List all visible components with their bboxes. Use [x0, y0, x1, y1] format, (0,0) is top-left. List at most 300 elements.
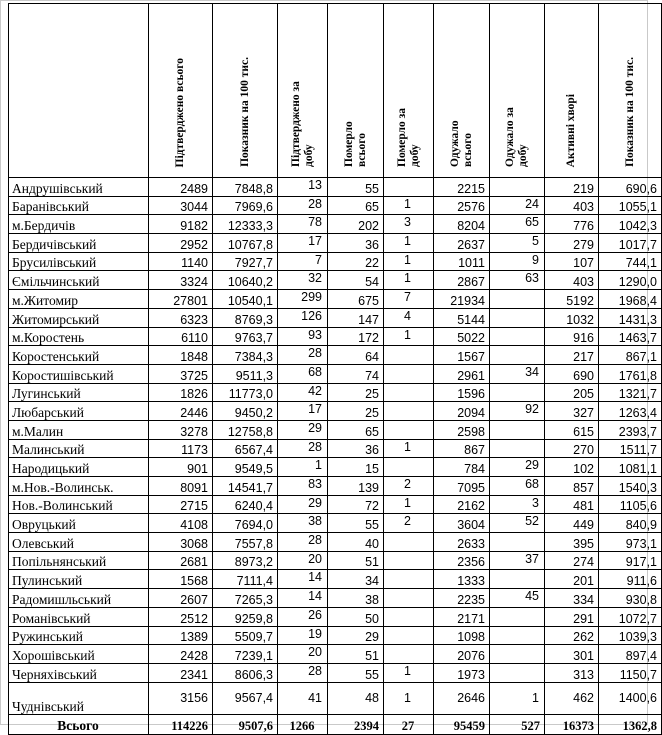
- confirmed-daily-cell: 14: [278, 570, 328, 589]
- confirmed-total-cell: 6323: [149, 308, 213, 327]
- rate-per-100k-cell: 9450,2: [213, 402, 278, 421]
- district-name-cell: м.Житомир: [9, 290, 149, 309]
- table-row: [9, 514, 662, 533]
- rate-per-100k-cell: 12333,3: [213, 215, 278, 234]
- recovered-total-cell: 3604: [434, 514, 490, 533]
- deaths-daily-cell: 1: [384, 439, 434, 458]
- recovered-daily-cell: 37: [490, 551, 545, 570]
- total-cell: 9507,6: [213, 714, 278, 734]
- deaths-daily-cell: [384, 420, 434, 439]
- recovered-total-cell: 867: [434, 439, 490, 458]
- recovered-daily-cell: [490, 290, 545, 309]
- deaths-total-cell: 64: [328, 346, 384, 365]
- active-cases-cell: 313: [545, 663, 599, 682]
- active-rate-cell: 1431,3: [599, 308, 662, 327]
- active-cases-cell: 481: [545, 495, 599, 514]
- recovered-daily-cell: [490, 178, 545, 197]
- deaths-total-cell: 65: [328, 420, 384, 439]
- active-rate-cell: 1761,8: [599, 364, 662, 383]
- recovered-total-cell: 7095: [434, 477, 490, 496]
- rate-per-100k-cell: 7969,6: [213, 196, 278, 215]
- recovered-total-cell: 1973: [434, 663, 490, 682]
- district-name-cell: Житомирський: [9, 308, 149, 327]
- confirmed-total-cell: 2715: [149, 495, 213, 514]
- active-cases-cell: 857: [545, 477, 599, 496]
- recovered-total-cell: 1011: [434, 252, 490, 271]
- deaths-total-cell: 38: [328, 589, 384, 608]
- confirmed-daily-cell: 13: [278, 178, 328, 197]
- recovered-total-cell: 1567: [434, 346, 490, 365]
- deaths-daily-cell: [384, 402, 434, 421]
- recovered-total-cell: 2162: [434, 495, 490, 514]
- recovered-daily-cell: [490, 308, 545, 327]
- confirmed-total-cell: 2446: [149, 402, 213, 421]
- table-row: [9, 420, 662, 439]
- district-name-cell: м.Нов.-Волинськ.: [9, 477, 149, 496]
- rate-per-100k-cell: 7927,7: [213, 252, 278, 271]
- recovered-daily-cell: 5: [490, 234, 545, 253]
- deaths-daily-cell: 2: [384, 514, 434, 533]
- recovered-daily-cell: 68: [490, 477, 545, 496]
- table-row: [9, 234, 662, 253]
- table-row: [9, 607, 662, 626]
- recovered-daily-cell: 63: [490, 271, 545, 290]
- deaths-total-cell: 55: [328, 514, 384, 533]
- active-rate-cell: 1150,7: [599, 663, 662, 682]
- table-row: [9, 271, 662, 290]
- recovered-daily-cell: 52: [490, 514, 545, 533]
- deaths-total-cell: 36: [328, 439, 384, 458]
- active-rate-cell: 1039,3: [599, 626, 662, 645]
- confirmed-daily-cell: 28: [278, 533, 328, 552]
- recovered-daily-cell: 1: [490, 682, 545, 714]
- header-active-cases: Активні хворі: [545, 4, 599, 178]
- confirmed-total-cell: 1140: [149, 252, 213, 271]
- recovered-total-cell: 2637: [434, 234, 490, 253]
- recovered-daily-cell: [490, 663, 545, 682]
- rate-per-100k-cell: 9259,8: [213, 607, 278, 626]
- rate-per-100k-cell: 9511,3: [213, 364, 278, 383]
- active-cases-cell: 403: [545, 196, 599, 215]
- recovered-daily-cell: [490, 383, 545, 402]
- deaths-total-cell: 172: [328, 327, 384, 346]
- active-rate-cell: 917,1: [599, 551, 662, 570]
- deaths-total-cell: 51: [328, 551, 384, 570]
- table-row: [9, 551, 662, 570]
- table-row: [9, 477, 662, 496]
- active-rate-cell: 897,4: [599, 645, 662, 664]
- deaths-daily-cell: [384, 589, 434, 608]
- confirmed-daily-cell: 20: [278, 551, 328, 570]
- confirmed-daily-cell: 14: [278, 589, 328, 608]
- rate-per-100k-cell: 10640,2: [213, 271, 278, 290]
- active-rate-cell: 930,8: [599, 589, 662, 608]
- deaths-daily-cell: [384, 178, 434, 197]
- deaths-total-cell: 65: [328, 196, 384, 215]
- confirmed-total-cell: 6110: [149, 327, 213, 346]
- table-row: [9, 495, 662, 514]
- deaths-daily-cell: 1: [384, 327, 434, 346]
- table-row: [9, 626, 662, 645]
- recovered-total-cell: 2171: [434, 607, 490, 626]
- total-cell: 1266: [278, 714, 328, 734]
- active-rate-cell: 1968,4: [599, 290, 662, 309]
- active-rate-cell: 1105,6: [599, 495, 662, 514]
- recovered-total-cell: 2094: [434, 402, 490, 421]
- confirmed-daily-cell: 7: [278, 252, 328, 271]
- active-rate-cell: 690,6: [599, 178, 662, 197]
- confirmed-total-cell: 3324: [149, 271, 213, 290]
- confirmed-total-cell: 8091: [149, 477, 213, 496]
- rate-per-100k-cell: 7848,8: [213, 178, 278, 197]
- total-cell: 2394: [328, 714, 384, 734]
- table-row: [9, 458, 662, 477]
- active-cases-cell: 615: [545, 420, 599, 439]
- district-name-cell: Ружинський: [9, 626, 149, 645]
- header-deaths-total: Померло всього: [328, 4, 384, 178]
- table-row: [9, 570, 662, 589]
- confirmed-total-cell: 2341: [149, 663, 213, 682]
- deaths-total-cell: 202: [328, 215, 384, 234]
- active-rate-cell: 1042,3: [599, 215, 662, 234]
- recovered-total-cell: 5022: [434, 327, 490, 346]
- deaths-total-cell: 72: [328, 495, 384, 514]
- recovered-total-cell: 1596: [434, 383, 490, 402]
- header-deaths-daily: Померло за добу: [384, 4, 434, 178]
- header-confirmed-daily: Підтверджено за добу: [278, 4, 328, 178]
- table-row: [9, 439, 662, 458]
- district-name-cell: Олевський: [9, 533, 149, 552]
- deaths-total-cell: 40: [328, 533, 384, 552]
- active-cases-cell: 301: [545, 645, 599, 664]
- rate-per-100k-cell: 8973,2: [213, 551, 278, 570]
- recovered-total-cell: 784: [434, 458, 490, 477]
- rate-per-100k-cell: 14541,7: [213, 477, 278, 496]
- recovered-total-cell: 1098: [434, 626, 490, 645]
- rate-per-100k-cell: 7694,0: [213, 514, 278, 533]
- recovered-daily-cell: [490, 533, 545, 552]
- active-cases-cell: 102: [545, 458, 599, 477]
- table-row: [9, 645, 662, 664]
- confirmed-total-cell: 3156: [149, 682, 213, 714]
- confirmed-daily-cell: 299: [278, 290, 328, 309]
- deaths-total-cell: 34: [328, 570, 384, 589]
- district-name-cell: Романівський: [9, 607, 149, 626]
- active-rate-cell: 973,1: [599, 533, 662, 552]
- active-rate-cell: 840,9: [599, 514, 662, 533]
- confirmed-total-cell: 3278: [149, 420, 213, 439]
- deaths-daily-cell: 1: [384, 234, 434, 253]
- deaths-total-cell: 74: [328, 364, 384, 383]
- confirmed-daily-cell: 20: [278, 645, 328, 664]
- deaths-daily-cell: [384, 383, 434, 402]
- deaths-daily-cell: 4: [384, 308, 434, 327]
- table-row: [9, 346, 662, 365]
- confirmed-total-cell: 1826: [149, 383, 213, 402]
- recovered-daily-cell: 45: [490, 589, 545, 608]
- rate-per-100k-cell: 10540,1: [213, 290, 278, 309]
- deaths-daily-cell: 1: [384, 495, 434, 514]
- confirmed-total-cell: 3725: [149, 364, 213, 383]
- district-name-cell: Лугинський: [9, 383, 149, 402]
- deaths-daily-cell: 2: [384, 477, 434, 496]
- active-rate-cell: 1321,7: [599, 383, 662, 402]
- deaths-daily-cell: [384, 645, 434, 664]
- recovered-total-cell: 2356: [434, 551, 490, 570]
- active-cases-cell: 205: [545, 383, 599, 402]
- total-cell: 95459: [434, 714, 490, 734]
- deaths-daily-cell: 7: [384, 290, 434, 309]
- deaths-daily-cell: [384, 533, 434, 552]
- deaths-total-cell: 55: [328, 178, 384, 197]
- district-name-cell: Малинський: [9, 439, 149, 458]
- deaths-daily-cell: 3: [384, 215, 434, 234]
- header-confirmed-total: Підтверджено всього: [149, 4, 213, 178]
- deaths-total-cell: 25: [328, 383, 384, 402]
- confirmed-daily-cell: 26: [278, 607, 328, 626]
- deaths-daily-cell: 1: [384, 196, 434, 215]
- recovered-total-cell: 2598: [434, 420, 490, 439]
- active-rate-cell: 1055,1: [599, 196, 662, 215]
- recovered-daily-cell: [490, 607, 545, 626]
- confirmed-daily-cell: 28: [278, 346, 328, 365]
- deaths-total-cell: 51: [328, 645, 384, 664]
- rate-per-100k-cell: 9763,7: [213, 327, 278, 346]
- recovered-daily-cell: [490, 420, 545, 439]
- recovered-daily-cell: 34: [490, 364, 545, 383]
- confirmed-total-cell: 3068: [149, 533, 213, 552]
- deaths-total-cell: 55: [328, 663, 384, 682]
- active-cases-cell: 403: [545, 271, 599, 290]
- active-rate-cell: 744,1: [599, 252, 662, 271]
- district-name-cell: м.Коростень: [9, 327, 149, 346]
- rate-per-100k-cell: 6240,4: [213, 495, 278, 514]
- confirmed-daily-cell: 1: [278, 458, 328, 477]
- confirmed-total-cell: 2607: [149, 589, 213, 608]
- header-district: [9, 4, 149, 178]
- confirmed-daily-cell: 19: [278, 626, 328, 645]
- confirmed-daily-cell: 32: [278, 271, 328, 290]
- active-rate-cell: 1400,6: [599, 682, 662, 714]
- district-name-cell: Нов.-Волинський: [9, 495, 149, 514]
- active-rate-cell: 1017,7: [599, 234, 662, 253]
- recovered-total-cell: 21934: [434, 290, 490, 309]
- recovered-total-cell: 2235: [434, 589, 490, 608]
- deaths-total-cell: 15: [328, 458, 384, 477]
- table-row: [9, 215, 662, 234]
- recovered-daily-cell: [490, 645, 545, 664]
- recovered-daily-cell: [490, 626, 545, 645]
- confirmed-total-cell: 2512: [149, 607, 213, 626]
- rate-per-100k-cell: 8606,3: [213, 663, 278, 682]
- recovered-total-cell: 2961: [434, 364, 490, 383]
- total-row: [9, 714, 662, 734]
- active-rate-cell: 1540,3: [599, 477, 662, 496]
- deaths-total-cell: 29: [328, 626, 384, 645]
- rate-per-100k-cell: 5509,7: [213, 626, 278, 645]
- rate-per-100k-cell: 7384,3: [213, 346, 278, 365]
- total-cell: 16373: [545, 714, 599, 734]
- total-label: Всього: [9, 714, 149, 734]
- recovered-total-cell: 2646: [434, 682, 490, 714]
- header-row: [9, 4, 662, 178]
- recovered-daily-cell: 9: [490, 252, 545, 271]
- deaths-daily-cell: [384, 346, 434, 365]
- deaths-daily-cell: 1: [384, 271, 434, 290]
- confirmed-daily-cell: 28: [278, 663, 328, 682]
- rate-per-100k-cell: 12758,8: [213, 420, 278, 439]
- recovered-total-cell: 2576: [434, 196, 490, 215]
- recovered-total-cell: 8204: [434, 215, 490, 234]
- deaths-total-cell: 48: [328, 682, 384, 714]
- recovered-daily-cell: [490, 346, 545, 365]
- confirmed-total-cell: 1568: [149, 570, 213, 589]
- table-row: [9, 383, 662, 402]
- header-rate-per-100k: Показник на 100 тис.: [213, 4, 278, 178]
- deaths-total-cell: 54: [328, 271, 384, 290]
- header-recovered-daily: Одужало за добу: [490, 4, 545, 178]
- deaths-daily-cell: 1: [384, 663, 434, 682]
- confirmed-daily-cell: 17: [278, 234, 328, 253]
- rate-per-100k-cell: 10767,8: [213, 234, 278, 253]
- confirmed-total-cell: 2681: [149, 551, 213, 570]
- district-name-cell: Попільнянський: [9, 551, 149, 570]
- total-cell: 114226: [149, 714, 213, 734]
- confirmed-daily-cell: 38: [278, 514, 328, 533]
- active-cases-cell: 5192: [545, 290, 599, 309]
- table-row: [9, 308, 662, 327]
- active-cases-cell: 776: [545, 215, 599, 234]
- table-row: [9, 178, 662, 197]
- recovered-total-cell: 2633: [434, 533, 490, 552]
- table-row: [9, 663, 662, 682]
- rate-per-100k-cell: 7111,4: [213, 570, 278, 589]
- district-name-cell: Чуднівський: [9, 682, 149, 714]
- active-cases-cell: 690: [545, 364, 599, 383]
- table-row: [9, 327, 662, 346]
- covid-stats-table: [8, 3, 662, 735]
- district-name-cell: Коростенський: [9, 346, 149, 365]
- district-name-cell: Ємільчинський: [9, 271, 149, 290]
- confirmed-daily-cell: 17: [278, 402, 328, 421]
- rate-per-100k-cell: 6567,4: [213, 439, 278, 458]
- total-cell: 27: [384, 714, 434, 734]
- active-rate-cell: 1263,4: [599, 402, 662, 421]
- table-row: [9, 682, 662, 714]
- deaths-total-cell: 675: [328, 290, 384, 309]
- confirmed-daily-cell: 29: [278, 495, 328, 514]
- deaths-daily-cell: [384, 607, 434, 626]
- deaths-daily-cell: 1: [384, 252, 434, 271]
- active-rate-cell: 911,6: [599, 570, 662, 589]
- deaths-daily-cell: [384, 626, 434, 645]
- deaths-daily-cell: [384, 551, 434, 570]
- confirmed-total-cell: 2952: [149, 234, 213, 253]
- active-cases-cell: 274: [545, 551, 599, 570]
- active-cases-cell: 217: [545, 346, 599, 365]
- active-cases-cell: 270: [545, 439, 599, 458]
- active-rate-cell: 1290,0: [599, 271, 662, 290]
- total-cell: 1362,8: [599, 714, 662, 734]
- recovered-daily-cell: [490, 439, 545, 458]
- confirmed-total-cell: 4108: [149, 514, 213, 533]
- deaths-daily-cell: [384, 458, 434, 477]
- active-rate-cell: 867,1: [599, 346, 662, 365]
- header-active-rate-per-100k: Показник на 100 тис.: [599, 4, 662, 178]
- recovered-daily-cell: 65: [490, 215, 545, 234]
- recovered-daily-cell: 29: [490, 458, 545, 477]
- confirmed-daily-cell: 83: [278, 477, 328, 496]
- confirmed-daily-cell: 28: [278, 196, 328, 215]
- table-body: [9, 178, 662, 715]
- table-row: [9, 533, 662, 552]
- rate-per-100k-cell: 7557,8: [213, 533, 278, 552]
- deaths-total-cell: 139: [328, 477, 384, 496]
- recovered-daily-cell: 3: [490, 495, 545, 514]
- confirmed-total-cell: 9182: [149, 215, 213, 234]
- table-row: [9, 402, 662, 421]
- deaths-daily-cell: [384, 364, 434, 383]
- district-name-cell: Овруцький: [9, 514, 149, 533]
- active-rate-cell: 1072,7: [599, 607, 662, 626]
- rate-per-100k-cell: 7239,1: [213, 645, 278, 664]
- confirmed-daily-cell: 78: [278, 215, 328, 234]
- recovered-daily-cell: [490, 327, 545, 346]
- deaths-daily-cell: 1: [384, 682, 434, 714]
- active-cases-cell: 107: [545, 252, 599, 271]
- district-name-cell: Баранівський: [9, 196, 149, 215]
- deaths-total-cell: 22: [328, 252, 384, 271]
- total-cell: 527: [490, 714, 545, 734]
- recovered-daily-cell: 24: [490, 196, 545, 215]
- district-name-cell: Брусилівський: [9, 252, 149, 271]
- district-name-cell: Народицький: [9, 458, 149, 477]
- active-cases-cell: 916: [545, 327, 599, 346]
- recovered-daily-cell: [490, 570, 545, 589]
- confirmed-total-cell: 2428: [149, 645, 213, 664]
- district-name-cell: Любарський: [9, 402, 149, 421]
- active-rate-cell: 1463,7: [599, 327, 662, 346]
- district-name-cell: Андрушівський: [9, 178, 149, 197]
- deaths-total-cell: 147: [328, 308, 384, 327]
- recovered-daily-cell: 92: [490, 402, 545, 421]
- active-cases-cell: 462: [545, 682, 599, 714]
- table-row: [9, 589, 662, 608]
- deaths-total-cell: 36: [328, 234, 384, 253]
- confirmed-total-cell: 1848: [149, 346, 213, 365]
- active-cases-cell: 395: [545, 533, 599, 552]
- rate-per-100k-cell: 7265,3: [213, 589, 278, 608]
- confirmed-daily-cell: 93: [278, 327, 328, 346]
- active-cases-cell: 449: [545, 514, 599, 533]
- active-cases-cell: 334: [545, 589, 599, 608]
- recovered-total-cell: 5144: [434, 308, 490, 327]
- active-cases-cell: 327: [545, 402, 599, 421]
- active-cases-cell: 262: [545, 626, 599, 645]
- table-row: [9, 364, 662, 383]
- recovered-total-cell: 1333: [434, 570, 490, 589]
- district-name-cell: Хорошівський: [9, 645, 149, 664]
- deaths-daily-cell: [384, 570, 434, 589]
- active-cases-cell: 279: [545, 234, 599, 253]
- confirmed-total-cell: 3044: [149, 196, 213, 215]
- active-cases-cell: 219: [545, 178, 599, 197]
- deaths-total-cell: 50: [328, 607, 384, 626]
- rate-per-100k-cell: 11773,0: [213, 383, 278, 402]
- district-name-cell: Пулинський: [9, 570, 149, 589]
- active-cases-cell: 291: [545, 607, 599, 626]
- confirmed-daily-cell: 42: [278, 383, 328, 402]
